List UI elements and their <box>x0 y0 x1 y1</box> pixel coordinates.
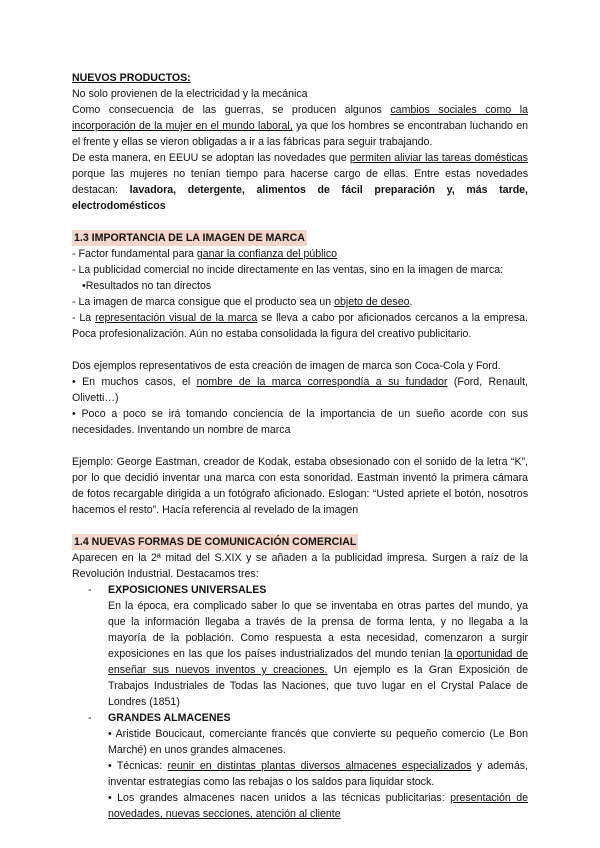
sec13-line-2: - La publicidad comercial no incide directamente en las ventas, sino en la imagen de marca: <box>72 264 504 276</box>
text-run: • Técnicas: <box>108 760 168 772</box>
text-run: se lleva a cabo por aficionados cercanos a la empresa. Poca profesionalización. Aún no estaba consolidada la figura del creativo publicitario. <box>72 312 529 340</box>
text-run: ya que los hombres se encontraban luchando en el frente y ellas se vieron obligadas a ir a las fábricas para seguir trabajando. <box>72 120 528 148</box>
almacenes-bullet-2 <box>108 758 528 790</box>
underlined-text: presentación de novedades, nuevas secciones, atención al cliente <box>108 792 529 820</box>
almacenes-bullet-3 <box>108 790 528 822</box>
sec13-bullet-2: • Poco a poco se irá tomando conciencia de la importancia de un sueño acorde con sus necesidades. Inventando un nombre de marca <box>72 408 528 436</box>
underlined-text: reunir en distintas plantas diversos almacenes especializados <box>167 760 472 772</box>
sec13-line-4 <box>72 294 528 310</box>
text-run: • Los grandes almacenes nacen unidos a las técnicas publicitarias: <box>108 792 451 804</box>
sec13-line-3: •Resultados no tan directos <box>82 280 212 292</box>
text-run: • En muchos casos, el <box>72 376 197 388</box>
sec13-examples: Dos ejemplos representativos de esta creación de imagen de marca son Coca-Cola y Ford. <box>72 360 501 372</box>
sec13-bullet-1 <box>72 374 528 406</box>
text-run: - La <box>72 312 96 324</box>
exposiciones-paragraph <box>108 598 528 710</box>
text-run: Un ejemplo es la Gran Exposición de Trabajos Industriales de Todas las Naciones, que tuvo lugar en el Crystal Palace de Londres (1851) <box>108 664 529 708</box>
section-heading-1-3: 1.3 IMPORTANCIA DE LA IMAGEN DE MARCA <box>74 232 305 244</box>
underlined-text: la oportunidad de enseñar sus nuevos inventos y creaciones. <box>108 648 528 676</box>
sub-heading-exposiciones: EXPOSICIONES UNIVERSALES <box>108 584 267 596</box>
sub-item-almacenes <box>72 710 528 822</box>
underlined-text: permiten aliviar las tareas domésticas <box>349 152 528 164</box>
sec13-line-5 <box>72 310 528 342</box>
document-page <box>72 70 528 822</box>
underlined-text: ganar la confianza del público <box>196 248 338 260</box>
almacenes-bullet-1: • Aristide Boucicaut, comerciante francés que convierte su pequeño comercio (Le Bon Marché) en unos grandes almacenes. <box>108 728 528 756</box>
dash-marker: - <box>88 712 92 724</box>
intro-line: No solo provienen de la electricidad y la mecánica <box>72 88 308 100</box>
intro-paragraph-2 <box>72 150 528 214</box>
text-run: . <box>409 296 413 308</box>
sec13-line-1 <box>72 246 528 262</box>
text-run: - Factor fundamental para <box>72 248 197 260</box>
bold-text: lavadora, detergente, alimentos de fácil preparación y, más tarde, electrodomésticos <box>72 184 528 212</box>
dash-marker: - <box>88 584 92 596</box>
text-run: En la época, era complicado saber lo que se inventaba en otras partes del mundo, ya que la información llegaba a través de la prensa de forma lenta, y no llegaba a la mayoría de la población. Como respuesta a esta necesidad, comenzaron a surgir exposiciones en las que los países industrializados del mundo tenían <box>108 600 528 660</box>
underlined-text: representación visual de la marca <box>95 312 258 324</box>
sec13-eastman-paragraph: Ejemplo: George Eastman, creador de Kodak, estaba obsesionado con el sonido de la letra “K”, por lo que decidió inventar una marca con esta sonoridad. Eastman inventó la primera cámara de fotos recargable dirigida a un fotógrafo aficionado. Eslogan: “Usted apriete el botón, nosotros hacemos el resto”. Hacía referencia al revelado de la imagen <box>72 456 528 516</box>
underlined-text: cambios sociales como la incorporación de la mujer en el mundo laboral, <box>72 104 528 132</box>
sub-item-exposiciones <box>72 582 528 710</box>
intro-paragraph-1 <box>72 102 528 150</box>
text-run: y además, inventar estrategias como las rebajas o los saldos para liquidar stock. <box>108 760 528 788</box>
text-run: porque las mujeres no tenían tiempo para hacerse cargo de ellas. Entre estas novedades destacan: <box>72 168 528 196</box>
intro-title: NUEVOS PRODUCTOS: <box>72 72 191 84</box>
sub-heading-almacenes: GRANDES ALMACENES <box>108 712 231 724</box>
text-run: De esta manera, en EEUU se adoptan las novedades que <box>72 152 350 164</box>
text-run: Como consecuencia de las guerras, se producen algunos <box>72 104 391 116</box>
underlined-text: objeto de deseo <box>334 296 410 308</box>
underlined-text: nombre de la marca correspondía a su fundador <box>196 376 448 388</box>
sec14-intro: Aparecen en la 2ª mitad del S.XIX y se añaden a la publicidad impresa. Surgen a raíz de la Revolución Industrial. Destacamos tres: <box>72 552 528 580</box>
text-run: - La imagen de marca consigue que el producto sea un <box>72 296 335 308</box>
section-heading-1-4: 1.4 NUEVAS FORMAS DE COMUNICACIÓN COMERCIAL <box>74 536 357 548</box>
text-run: (Ford, Renault, Olivetti…) <box>72 376 528 404</box>
